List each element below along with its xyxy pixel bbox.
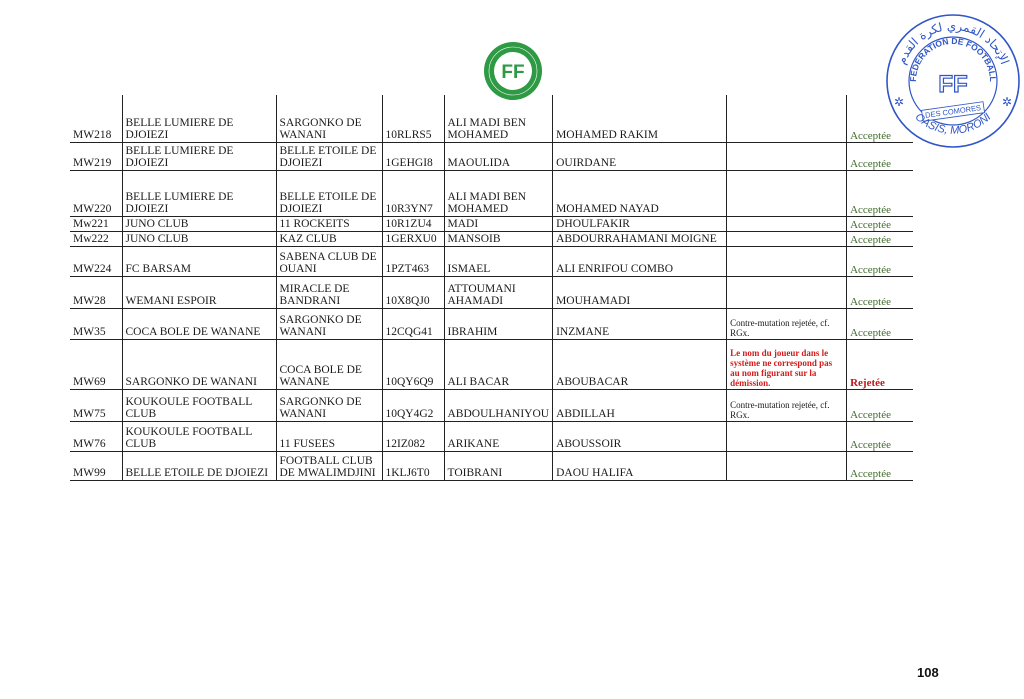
cell-remark bbox=[727, 276, 847, 308]
cell-club-from: KOUKOULE FOOTBALL CLUB bbox=[122, 421, 276, 451]
cell-club-to: SARGONKO DE WANANI bbox=[276, 308, 382, 339]
cell-remark: Contre-mutation rejetée, cf. RGx. bbox=[727, 389, 847, 421]
cell-code: MW218 bbox=[70, 95, 122, 142]
table-row bbox=[70, 216, 913, 231]
table-row bbox=[70, 95, 913, 142]
table-row bbox=[70, 451, 913, 480]
cell-first-name: ARIKANE bbox=[444, 421, 553, 451]
cell-license: 10QY4G2 bbox=[382, 389, 444, 421]
table-row bbox=[70, 246, 913, 276]
cell-club-from: SARGONKO DE WANANI bbox=[122, 339, 276, 389]
cell-club-from: JUNO CLUB bbox=[122, 216, 276, 231]
cell-status: Acceptée bbox=[847, 142, 913, 170]
cell-last-name: OUIRDANE bbox=[553, 142, 727, 170]
cell-code: Mw222 bbox=[70, 231, 122, 246]
cell-club-to: FOOTBALL CLUB DE MWALIMDJINI bbox=[276, 451, 382, 480]
cell-remark bbox=[727, 246, 847, 276]
cell-last-name: DHOULFAKIR bbox=[553, 216, 727, 231]
cell-first-name: IBRAHIM bbox=[444, 308, 553, 339]
cell-remark: Le nom du joueur dans le système ne correspond pas au nom figurant sur la démission. bbox=[727, 339, 847, 389]
cell-last-name: MOHAMED RAKIM bbox=[553, 95, 727, 142]
cell-license: 1PZT463 bbox=[382, 246, 444, 276]
cell-status: Acceptée bbox=[847, 389, 913, 421]
cell-first-name: ISMAEL bbox=[444, 246, 553, 276]
cell-last-name: DAOU HALIFA bbox=[553, 451, 727, 480]
cell-club-to: BELLE ETOILE DE DJOIEZI bbox=[276, 170, 382, 216]
cell-club-from: FC BARSAM bbox=[122, 246, 276, 276]
cell-status: Acceptée bbox=[847, 95, 913, 142]
table-row bbox=[70, 389, 913, 421]
star-icon: ✲ bbox=[894, 95, 905, 109]
cell-club-to: SARGONKO DE WANANI bbox=[276, 389, 382, 421]
cell-remark: Contre-mutation rejetée, cf. RGx. bbox=[727, 308, 847, 339]
cell-remark bbox=[727, 231, 847, 246]
cell-status: Acceptée bbox=[847, 451, 913, 480]
cell-club-to: KAZ CLUB bbox=[276, 231, 382, 246]
star-icon: ✲ bbox=[1002, 95, 1013, 109]
cell-status: Acceptée bbox=[847, 276, 913, 308]
cell-club-from: COCA BOLE DE WANANE bbox=[122, 308, 276, 339]
stamp-letters: FF bbox=[938, 71, 968, 98]
table-row bbox=[70, 421, 913, 451]
cell-first-name: ABDOULHANIYOU bbox=[444, 389, 553, 421]
cell-license: 1KLJ6T0 bbox=[382, 451, 444, 480]
cell-first-name: ATTOUMANI AHAMADI bbox=[444, 276, 553, 308]
cell-status: Acceptée bbox=[847, 216, 913, 231]
logo-letters: FF bbox=[501, 62, 525, 83]
cell-code: MW224 bbox=[70, 246, 122, 276]
cell-license: 12CQG41 bbox=[382, 308, 444, 339]
cell-remark bbox=[727, 142, 847, 170]
cell-club-from: BELLE LUMIERE DE DJOIEZI bbox=[122, 170, 276, 216]
cell-club-to: COCA BOLE DE WANANE bbox=[276, 339, 382, 389]
cell-code: MW75 bbox=[70, 389, 122, 421]
cell-status: Rejetée bbox=[847, 339, 913, 389]
cell-last-name: ABDOURRAHAMANI MOIGNE bbox=[553, 231, 727, 246]
cell-license: 1GEHGI8 bbox=[382, 142, 444, 170]
cell-status: Acceptée bbox=[847, 231, 913, 246]
cell-club-from: JUNO CLUB bbox=[122, 231, 276, 246]
cell-code: MW76 bbox=[70, 421, 122, 451]
cell-first-name: ALI MADI BEN MOHAMED bbox=[444, 95, 553, 142]
stamp-arabic-text: الإتحاد القمري لكرة القدم bbox=[894, 18, 1012, 67]
cell-last-name: ABOUBACAR bbox=[553, 339, 727, 389]
cell-status: Acceptée bbox=[847, 308, 913, 339]
cell-first-name: TOIBRANI bbox=[444, 451, 553, 480]
table-row bbox=[70, 308, 913, 339]
cell-code: MW99 bbox=[70, 451, 122, 480]
cell-license: 10RLRS5 bbox=[382, 95, 444, 142]
cell-club-to: 11 FUSEES bbox=[276, 421, 382, 451]
stamp-ring-text: FÉDÉRATION DE FOOTBALL bbox=[907, 35, 999, 82]
cell-status: Acceptée bbox=[847, 421, 913, 451]
table-row bbox=[70, 339, 913, 389]
cell-license: 1GERXU0 bbox=[382, 231, 444, 246]
cell-remark bbox=[727, 451, 847, 480]
cell-code: MW220 bbox=[70, 170, 122, 216]
cell-last-name: ABDILLAH bbox=[553, 389, 727, 421]
cell-last-name: ABOUSSOIR bbox=[553, 421, 727, 451]
cell-license: 10QY6Q9 bbox=[382, 339, 444, 389]
cell-last-name: MOHAMED NAYAD bbox=[553, 170, 727, 216]
cell-last-name: ALI ENRIFOU COMBO bbox=[553, 246, 727, 276]
cell-club-from: BELLE ETOILE DE DJOIEZI bbox=[122, 451, 276, 480]
cell-club-to: MIRACLE DE BANDRANI bbox=[276, 276, 382, 308]
cell-remark bbox=[727, 95, 847, 142]
page-number: 108 bbox=[917, 665, 939, 680]
ffc-logo bbox=[482, 40, 544, 102]
stamp-band-text: DES COMORES bbox=[924, 103, 982, 120]
cell-license: 10R1ZU4 bbox=[382, 216, 444, 231]
transfer-table bbox=[70, 95, 913, 481]
cell-club-to: SARGONKO DE WANANI bbox=[276, 95, 382, 142]
cell-license: 10R3YN7 bbox=[382, 170, 444, 216]
cell-club-from: BELLE LUMIERE DE DJOIEZI bbox=[122, 95, 276, 142]
stamp-bottom-text: OASIS, MORONI bbox=[912, 111, 994, 137]
cell-remark bbox=[727, 170, 847, 216]
cell-club-to: SABENA CLUB DE OUANI bbox=[276, 246, 382, 276]
cell-club-from: BELLE LUMIERE DE DJOIEZI bbox=[122, 142, 276, 170]
cell-code: MW35 bbox=[70, 308, 122, 339]
cell-code: MW219 bbox=[70, 142, 122, 170]
cell-first-name: MADI bbox=[444, 216, 553, 231]
table-row bbox=[70, 170, 913, 216]
cell-club-to: BELLE ETOILE DE DJOIEZI bbox=[276, 142, 382, 170]
cell-code: MW69 bbox=[70, 339, 122, 389]
table-row bbox=[70, 142, 913, 170]
cell-license: 12IZ082 bbox=[382, 421, 444, 451]
cell-first-name: MAOULIDA bbox=[444, 142, 553, 170]
cell-first-name: MANSOIB bbox=[444, 231, 553, 246]
cell-first-name: ALI BACAR bbox=[444, 339, 553, 389]
cell-remark bbox=[727, 421, 847, 451]
cell-club-from: KOUKOULE FOOTBALL CLUB bbox=[122, 389, 276, 421]
cell-status: Acceptée bbox=[847, 246, 913, 276]
cell-license: 10X8QJ0 bbox=[382, 276, 444, 308]
cell-last-name: INZMANE bbox=[553, 308, 727, 339]
table-row bbox=[70, 231, 913, 246]
cell-club-from: WEMANI ESPOIR bbox=[122, 276, 276, 308]
cell-club-to: 11 ROCKEITS bbox=[276, 216, 382, 231]
cell-remark bbox=[727, 216, 847, 231]
cell-code: MW28 bbox=[70, 276, 122, 308]
cell-code: Mw221 bbox=[70, 216, 122, 231]
cell-status: Acceptée bbox=[847, 170, 913, 216]
table-row bbox=[70, 276, 913, 308]
cell-first-name: ALI MADI BEN MOHAMED bbox=[444, 170, 553, 216]
cell-last-name: MOUHAMADI bbox=[553, 276, 727, 308]
